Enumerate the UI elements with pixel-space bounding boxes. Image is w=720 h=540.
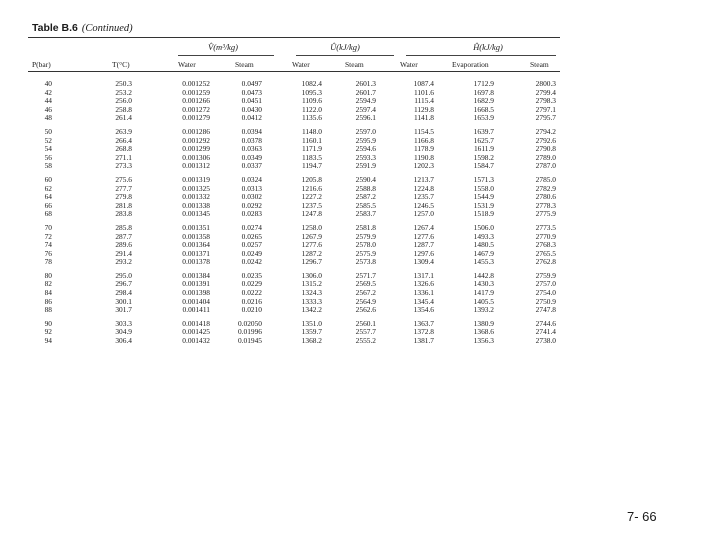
table-cell: 0.0229 bbox=[241, 279, 262, 289]
table-cell: 2789.0 bbox=[535, 152, 556, 162]
table-cell: 0.0302 bbox=[241, 192, 262, 202]
table-cell: 2798.3 bbox=[535, 96, 556, 106]
table-cell: 1598.2 bbox=[473, 152, 494, 162]
table-cell: 2775.9 bbox=[535, 209, 556, 219]
table-cell: 1442.8 bbox=[473, 270, 494, 280]
table-cell: 2762.8 bbox=[535, 257, 556, 267]
table-cell: 2799.4 bbox=[535, 87, 556, 97]
table-cell: 1653.9 bbox=[473, 113, 494, 123]
table-cell: 1333.3 bbox=[301, 296, 322, 306]
table-cell: 293.2 bbox=[115, 257, 132, 267]
table-cell: 2741.4 bbox=[535, 327, 556, 337]
table-cell: 2794.2 bbox=[535, 126, 556, 136]
table-cell: 306.4 bbox=[115, 336, 132, 346]
steam-table bbox=[28, 80, 556, 346]
table-row bbox=[28, 123, 556, 137]
table-cell: 1309.4 bbox=[413, 257, 434, 267]
table-cell: 62 bbox=[44, 183, 52, 193]
table-cell: 279.8 bbox=[115, 192, 132, 202]
table-cell: 0.001398 bbox=[182, 288, 210, 298]
table-cell: 1712.9 bbox=[473, 79, 494, 88]
table-cell: 72 bbox=[44, 231, 52, 241]
table-cell: 2757.0 bbox=[535, 279, 556, 289]
group-rule-volume bbox=[178, 55, 274, 56]
table-cell: 2575.9 bbox=[355, 248, 376, 258]
table-cell: 2557.7 bbox=[355, 327, 376, 337]
table-cell: 52 bbox=[44, 135, 52, 145]
table-cell: 0.001312 bbox=[182, 161, 210, 171]
table-row bbox=[28, 267, 556, 281]
table-cell: 0.001404 bbox=[182, 296, 210, 306]
table-cell: 1129.8 bbox=[413, 104, 434, 114]
table-cell: 1354.6 bbox=[413, 305, 434, 315]
table-cell: 256.0 bbox=[115, 96, 132, 106]
table-cell: 2578.0 bbox=[355, 240, 376, 250]
table-cell: 1178.9 bbox=[413, 144, 434, 154]
table-cell: 261.4 bbox=[115, 113, 132, 123]
table-cell: 40 bbox=[44, 79, 52, 88]
table-cell: 298.4 bbox=[115, 288, 132, 298]
table-cell: 258.8 bbox=[115, 104, 132, 114]
table-cell: 1380.9 bbox=[473, 318, 494, 328]
table-cell: 1287.2 bbox=[301, 248, 322, 258]
table-cell: 1639.7 bbox=[473, 126, 494, 136]
table-cell: 1135.6 bbox=[301, 113, 322, 123]
table-cell: 1277.6 bbox=[413, 231, 434, 241]
table-cell: 1095.3 bbox=[301, 87, 322, 97]
table-cell: 2585.5 bbox=[355, 200, 376, 210]
table-cell: 90 bbox=[44, 318, 52, 328]
table-cell: 1558.0 bbox=[473, 183, 494, 193]
table-cell: 0.0235 bbox=[241, 270, 262, 280]
table-cell: 2738.0 bbox=[535, 336, 556, 346]
table-cell: 1363.7 bbox=[413, 318, 434, 328]
table-cell: 0.0378 bbox=[241, 135, 262, 145]
table-cell: 2571.7 bbox=[355, 270, 376, 280]
table-cell: 1326.6 bbox=[413, 279, 434, 289]
table-cell: 0.001325 bbox=[182, 183, 210, 193]
table-cell: 0.0242 bbox=[241, 257, 262, 267]
table-cell: 2601.3 bbox=[355, 79, 376, 88]
table-cell: 0.02050 bbox=[237, 318, 262, 328]
table-cell: 1405.5 bbox=[473, 296, 494, 306]
table-cell: 2797.1 bbox=[535, 104, 556, 114]
table-cell: 76 bbox=[44, 248, 52, 258]
table-cell: 303.3 bbox=[115, 318, 132, 328]
table-cell: 0.0363 bbox=[241, 144, 262, 154]
table-cell: 268.8 bbox=[115, 144, 132, 154]
table-row bbox=[28, 219, 556, 233]
table-cell: 2768.3 bbox=[535, 240, 556, 250]
table-subtitle: (Continued) bbox=[81, 23, 133, 34]
table-cell: 0.001345 bbox=[182, 209, 210, 219]
table-cell: 1306.0 bbox=[301, 270, 322, 280]
table-cell: 74 bbox=[44, 240, 52, 250]
table-cell: 1480.5 bbox=[473, 240, 494, 250]
table-cell: 0.0394 bbox=[241, 126, 262, 136]
table-cell: 250.3 bbox=[115, 79, 132, 88]
table-cell: 1531.9 bbox=[473, 200, 494, 210]
col-header-h-evaporation: Evaporation bbox=[452, 60, 489, 69]
table-cell: 2562.6 bbox=[355, 305, 376, 315]
table-cell: 2595.9 bbox=[355, 135, 376, 145]
table-cell: 2569.5 bbox=[355, 279, 376, 289]
table-cell: 1571.3 bbox=[473, 174, 494, 184]
table-cell: 263.9 bbox=[115, 126, 132, 136]
table-cell: 0.001358 bbox=[182, 231, 210, 241]
table-cell: 1224.8 bbox=[413, 183, 434, 193]
table-row bbox=[28, 162, 556, 171]
col-header-temperature: T(°C) bbox=[112, 60, 130, 69]
table-cell: 1183.5 bbox=[301, 152, 322, 162]
table-cell: 0.0412 bbox=[241, 113, 262, 123]
table-cell: 2594.9 bbox=[355, 96, 376, 106]
table-cell: 1296.7 bbox=[301, 257, 322, 267]
table-cell: 0.0430 bbox=[241, 104, 262, 114]
table-cell: 1246.5 bbox=[413, 200, 434, 210]
table-cell: 1287.7 bbox=[413, 240, 434, 250]
table-cell: 1393.2 bbox=[473, 305, 494, 315]
table-cell: 0.001252 bbox=[182, 79, 210, 88]
table-row bbox=[28, 171, 556, 185]
table-cell: 68 bbox=[44, 209, 52, 219]
table-cell: 2601.7 bbox=[355, 87, 376, 97]
table-cell: 0.001266 bbox=[182, 96, 210, 106]
table-cell: 2583.7 bbox=[355, 209, 376, 219]
table-cell: 1315.2 bbox=[301, 279, 322, 289]
group-rule-internal-energy bbox=[296, 55, 394, 56]
table-cell: 281.8 bbox=[115, 200, 132, 210]
col-header-v-water: Water bbox=[178, 60, 196, 69]
table-cell: 0.001332 bbox=[182, 192, 210, 202]
table-cell: 1277.6 bbox=[301, 240, 322, 250]
table-cell: 82 bbox=[44, 279, 52, 289]
table-cell: 287.7 bbox=[115, 231, 132, 241]
table-row bbox=[28, 258, 556, 267]
table-cell: 1247.8 bbox=[301, 209, 322, 219]
table-cell: 0.001279 bbox=[182, 113, 210, 123]
table-cell: 1342.2 bbox=[301, 305, 322, 315]
table-cell: 1345.4 bbox=[413, 296, 434, 306]
table-cell: 1235.7 bbox=[413, 192, 434, 202]
table-row bbox=[28, 306, 556, 315]
table-cell: 1190.8 bbox=[413, 152, 434, 162]
table-cell: 300.1 bbox=[115, 296, 132, 306]
table-cell: 1160.1 bbox=[301, 135, 322, 145]
table-cell: 2792.6 bbox=[535, 135, 556, 145]
table-cell: 1518.9 bbox=[473, 209, 494, 219]
table-cell: 0.001418 bbox=[182, 318, 210, 328]
table-cell: 2587.2 bbox=[355, 192, 376, 202]
table-cell: 1122.0 bbox=[301, 104, 322, 114]
table-cell: 304.9 bbox=[115, 327, 132, 337]
table-cell: 0.001292 bbox=[182, 135, 210, 145]
table-cell: 0.001351 bbox=[182, 222, 210, 232]
table-cell: 1625.7 bbox=[473, 135, 494, 145]
table-cell: 1368.2 bbox=[301, 336, 322, 346]
table-cell: 2597.4 bbox=[355, 104, 376, 114]
table-cell: 291.4 bbox=[115, 248, 132, 258]
table-cell: 1611.9 bbox=[473, 144, 494, 154]
col-header-u-water: Water bbox=[292, 60, 310, 69]
table-cell: 2778.3 bbox=[535, 200, 556, 210]
table-cell: 2770.9 bbox=[535, 231, 556, 241]
table-cell: 1082.4 bbox=[301, 79, 322, 88]
table-cell: 50 bbox=[44, 126, 52, 136]
table-cell: 46 bbox=[44, 104, 52, 114]
group-header-volume: V̂(m³/kg) bbox=[208, 42, 238, 52]
table-cell: 0.01996 bbox=[237, 327, 262, 337]
table-cell: 1417.9 bbox=[473, 288, 494, 298]
table-cell: 66 bbox=[44, 200, 52, 210]
table-cell: 2785.0 bbox=[535, 174, 556, 184]
table-cell: 1227.2 bbox=[301, 192, 322, 202]
table-cell: 2590.4 bbox=[355, 174, 376, 184]
table-cell: 283.8 bbox=[115, 209, 132, 219]
table-cell: 289.6 bbox=[115, 240, 132, 250]
table-cell: 92 bbox=[44, 327, 52, 337]
table-row bbox=[28, 337, 556, 346]
table-cell: 1109.6 bbox=[301, 96, 322, 106]
table-cell: 0.001286 bbox=[182, 126, 210, 136]
table-cell: 2765.5 bbox=[535, 248, 556, 258]
table-cell: 2795.7 bbox=[535, 113, 556, 123]
table-cell: 2747.8 bbox=[535, 305, 556, 315]
table-cell: 0.0274 bbox=[241, 222, 262, 232]
table-cell: 1205.8 bbox=[301, 174, 322, 184]
table-cell: 88 bbox=[44, 305, 52, 315]
table-cell: 0.0337 bbox=[241, 161, 262, 171]
col-header-h-steam: Steam bbox=[530, 60, 549, 69]
table-cell: 277.7 bbox=[115, 183, 132, 193]
table-cell: 0.001391 bbox=[182, 279, 210, 289]
table-cell: 94 bbox=[44, 336, 52, 346]
table-cell: 2579.9 bbox=[355, 231, 376, 241]
header-rule bbox=[28, 71, 560, 72]
col-header-h-water: Water bbox=[400, 60, 418, 69]
table-cell: 1493.3 bbox=[473, 231, 494, 241]
table-cell: 0.0249 bbox=[241, 248, 262, 258]
table-cell: 1297.6 bbox=[413, 248, 434, 258]
table-cell: 0.0283 bbox=[241, 209, 262, 219]
table-cell: 1166.8 bbox=[413, 135, 434, 145]
table-cell: 0.0473 bbox=[241, 87, 262, 97]
table-cell: 2596.1 bbox=[355, 113, 376, 123]
table-cell: 1351.0 bbox=[301, 318, 322, 328]
table-cell: 0.001364 bbox=[182, 240, 210, 250]
table-cell: 1154.5 bbox=[413, 126, 434, 136]
table-cell: 1216.6 bbox=[301, 183, 322, 193]
table-title bbox=[32, 22, 133, 34]
table-cell: 0.001259 bbox=[182, 87, 210, 97]
table-cell: 1267.4 bbox=[413, 222, 434, 232]
table-cell: 285.8 bbox=[115, 222, 132, 232]
group-header-enthalpy: Ĥ(kJ/kg) bbox=[473, 42, 503, 52]
table-cell: 2790.8 bbox=[535, 144, 556, 154]
table-cell: 1258.0 bbox=[301, 222, 322, 232]
table-cell: 64 bbox=[44, 192, 52, 202]
table-cell: 0.001319 bbox=[182, 174, 210, 184]
table-cell: 2750.9 bbox=[535, 296, 556, 306]
table-cell: 1194.7 bbox=[301, 161, 322, 171]
table-cell: 0.0349 bbox=[241, 152, 262, 162]
page-number: 7- 66 bbox=[627, 509, 657, 524]
table-cell: 1430.3 bbox=[473, 279, 494, 289]
table-cell: 0.001432 bbox=[182, 336, 210, 346]
table-cell: 1202.3 bbox=[413, 161, 434, 171]
table-cell: 0.001338 bbox=[182, 200, 210, 210]
table-cell: 0.0497 bbox=[241, 79, 262, 88]
table-cell: 266.4 bbox=[115, 135, 132, 145]
table-cell: 271.1 bbox=[115, 152, 132, 162]
table-cell: 2564.9 bbox=[355, 296, 376, 306]
table-cell: 84 bbox=[44, 288, 52, 298]
table-cell: 2800.3 bbox=[535, 79, 556, 88]
table-cell: 0.001411 bbox=[182, 305, 210, 315]
table-cell: 56 bbox=[44, 152, 52, 162]
table-label: Table B.6 bbox=[32, 22, 78, 34]
table-cell: 1584.7 bbox=[473, 161, 494, 171]
group-rule-enthalpy bbox=[406, 55, 556, 56]
table-cell: 1682.9 bbox=[473, 96, 494, 106]
table-cell: 0.001384 bbox=[182, 270, 210, 280]
col-header-pressure: P(bar) bbox=[32, 60, 51, 69]
table-cell: 295.0 bbox=[115, 270, 132, 280]
table-cell: 2555.2 bbox=[355, 336, 376, 346]
table-cell: 1506.0 bbox=[473, 222, 494, 232]
table-cell: 0.01945 bbox=[237, 336, 262, 346]
table-cell: 1368.6 bbox=[473, 327, 494, 337]
table-cell: 0.001299 bbox=[182, 144, 210, 154]
table-cell: 275.6 bbox=[115, 174, 132, 184]
table-cell: 1317.1 bbox=[413, 270, 434, 280]
table-cell: 80 bbox=[44, 270, 52, 280]
table-cell: 1141.8 bbox=[413, 113, 434, 123]
table-cell: 2594.6 bbox=[355, 144, 376, 154]
table-cell: 44 bbox=[44, 96, 52, 106]
table-cell: 86 bbox=[44, 296, 52, 306]
table-cell: 58 bbox=[44, 161, 52, 171]
table-cell: 253.2 bbox=[115, 87, 132, 97]
group-header-internal-energy: Û(kJ/kg) bbox=[330, 42, 360, 52]
table-cell: 1087.4 bbox=[413, 79, 434, 88]
table-cell: 1372.8 bbox=[413, 327, 434, 337]
top-rule bbox=[28, 37, 560, 38]
table-cell: 60 bbox=[44, 174, 52, 184]
table-cell: 0.0451 bbox=[241, 96, 262, 106]
col-header-u-steam: Steam bbox=[345, 60, 364, 69]
table-cell: 2581.8 bbox=[355, 222, 376, 232]
table-cell: 2567.2 bbox=[355, 288, 376, 298]
table-cell: 1115.4 bbox=[414, 96, 434, 106]
table-cell: 1336.1 bbox=[413, 288, 434, 298]
table-cell: 1359.7 bbox=[301, 327, 322, 337]
table-cell: 296.7 bbox=[115, 279, 132, 289]
table-cell: 1381.7 bbox=[413, 336, 434, 346]
table-cell: 2744.6 bbox=[535, 318, 556, 328]
table-cell: 0.0257 bbox=[241, 240, 262, 250]
table-cell: 1356.3 bbox=[473, 336, 494, 346]
table-cell: 2780.6 bbox=[535, 192, 556, 202]
table-cell: 1467.9 bbox=[473, 248, 494, 258]
table-cell: 301.7 bbox=[115, 305, 132, 315]
table-cell: 2773.5 bbox=[535, 222, 556, 232]
table-cell: 0.001272 bbox=[182, 104, 210, 114]
table-cell: 1544.9 bbox=[473, 192, 494, 202]
table-cell: 273.3 bbox=[115, 161, 132, 171]
table-cell: 0.0324 bbox=[241, 174, 262, 184]
table-cell: 0.0265 bbox=[241, 231, 262, 241]
table-cell: 48 bbox=[44, 113, 52, 123]
col-header-v-steam: Steam bbox=[235, 60, 254, 69]
table-cell: 2591.9 bbox=[355, 161, 376, 171]
table-cell: 54 bbox=[44, 144, 52, 154]
table-cell: 2754.0 bbox=[535, 288, 556, 298]
table-cell: 0.001425 bbox=[182, 327, 210, 337]
table-cell: 2597.0 bbox=[355, 126, 376, 136]
table-cell: 0.001378 bbox=[182, 257, 210, 267]
table-row bbox=[28, 114, 556, 123]
table-cell: 0.001306 bbox=[182, 152, 210, 162]
table-cell: 42 bbox=[44, 87, 52, 97]
table-cell: 1324.3 bbox=[301, 288, 322, 298]
table-cell: 0.0222 bbox=[241, 288, 262, 298]
table-cell: 0.0313 bbox=[241, 183, 262, 193]
table-cell: 2787.0 bbox=[535, 161, 556, 171]
table-cell: 0.0292 bbox=[241, 200, 262, 210]
table-cell: 0.001371 bbox=[182, 248, 210, 258]
table-cell: 70 bbox=[44, 222, 52, 232]
table-cell: 2560.1 bbox=[355, 318, 376, 328]
table-cell: 2593.3 bbox=[355, 152, 376, 162]
table-cell: 1668.5 bbox=[473, 104, 494, 114]
table-cell: 1267.9 bbox=[301, 231, 322, 241]
table-cell: 1171.9 bbox=[301, 144, 322, 154]
table-cell: 0.0216 bbox=[241, 296, 262, 306]
table-cell: 1455.3 bbox=[473, 257, 494, 267]
table-cell: 1257.0 bbox=[413, 209, 434, 219]
table-cell: 1101.6 bbox=[413, 87, 434, 97]
table-cell: 1213.7 bbox=[413, 174, 434, 184]
table-cell: 2573.8 bbox=[355, 257, 376, 267]
table-cell: 0.0210 bbox=[241, 305, 262, 315]
table-cell: 1148.0 bbox=[301, 126, 322, 136]
table-cell: 78 bbox=[44, 257, 52, 267]
table-cell: 2588.8 bbox=[355, 183, 376, 193]
table-cell: 1237.5 bbox=[301, 200, 322, 210]
table-cell: 2759.9 bbox=[535, 270, 556, 280]
table-cell: 1697.8 bbox=[473, 87, 494, 97]
table-row bbox=[28, 210, 556, 219]
table-cell: 2782.9 bbox=[535, 183, 556, 193]
table-row bbox=[28, 315, 556, 329]
